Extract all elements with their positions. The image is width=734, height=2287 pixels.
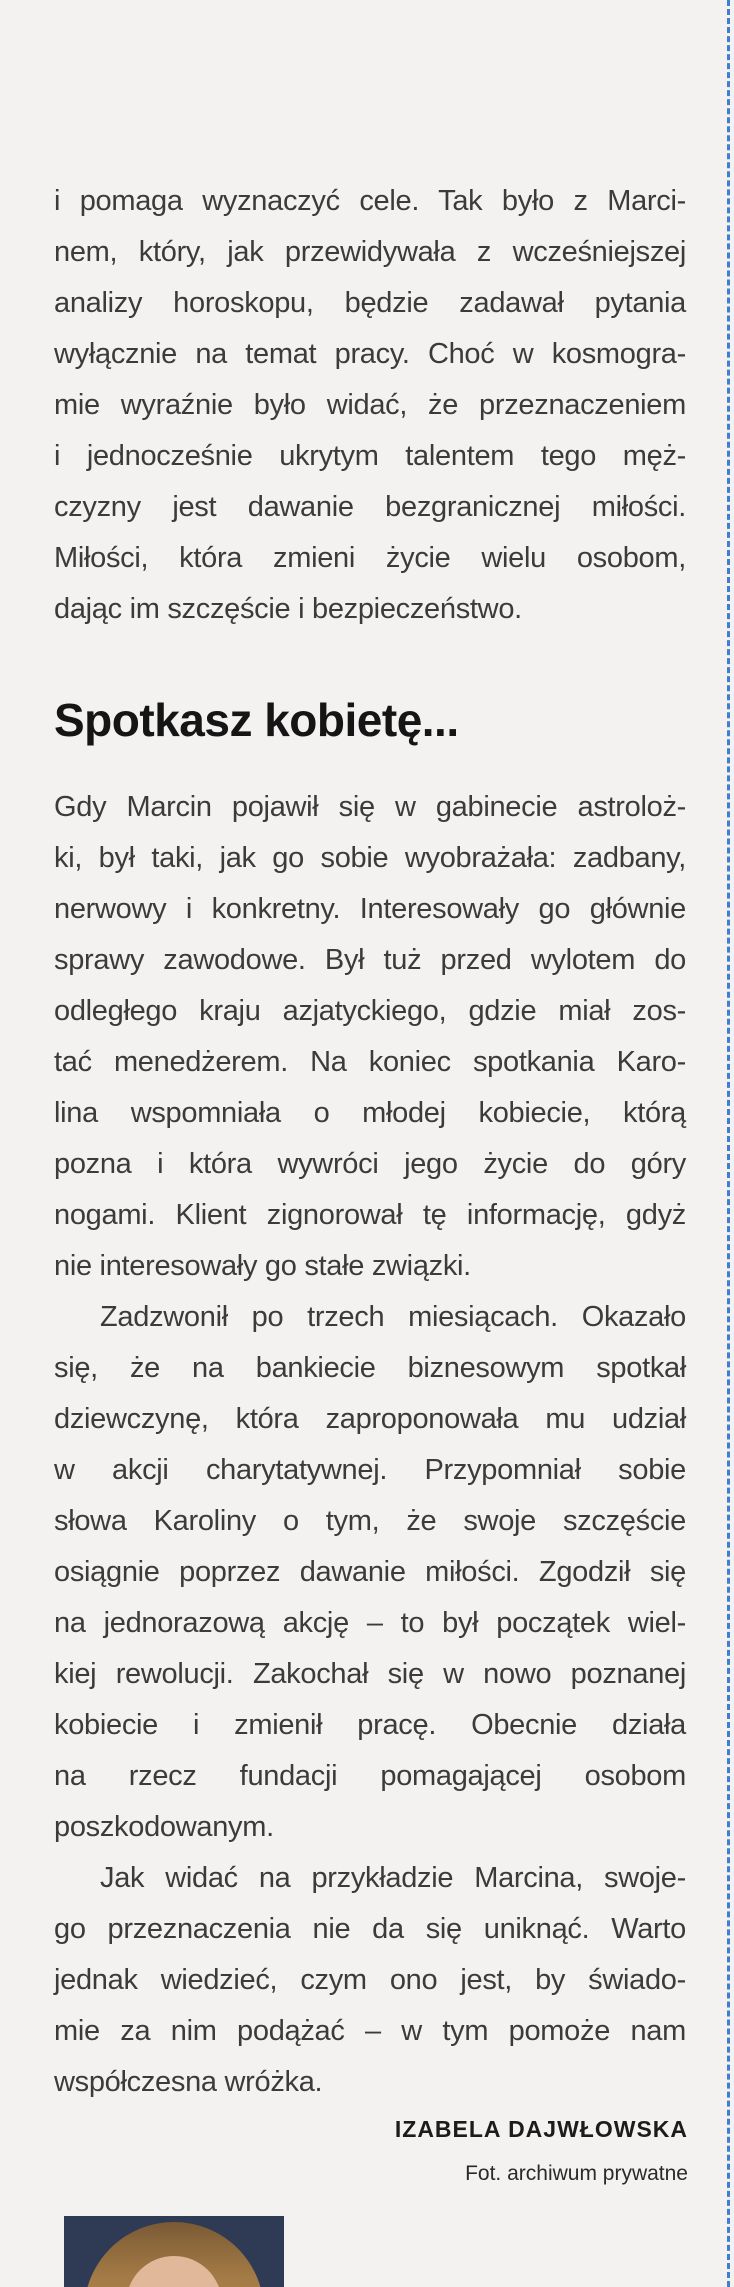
intro-line: mie wyraźnie było widać, że przeznaczeniem <box>54 389 686 421</box>
intro-line: dając im szczęście i bezpieczeństwo. <box>54 593 522 625</box>
paragraph-line: go przeznaczenia nie da się uniknąć. Warto <box>54 1913 686 1945</box>
paragraph-line: współczesna wróżka. <box>54 2066 323 2098</box>
paragraph-line: się, że na bankiecie biznesowym spotkał <box>54 1352 686 1384</box>
paragraph-line: nogami. Klient zignorował tę informację, gdyż <box>54 1199 686 1231</box>
paragraph-line: na rzecz fundacji pomagającej osobom <box>54 1760 686 1792</box>
intro-line: analizy horoskopu, będzie zadawał pytania <box>54 287 686 319</box>
paragraph-line: dziewczynę, która zaproponowała mu udział <box>54 1403 686 1435</box>
author-portrait-photo <box>64 2216 284 2287</box>
paragraph-line: odległego kraju azjatyckiego, gdzie miał zos- <box>54 995 686 1027</box>
paragraph-line: Gdy Marcin pojawił się w gabinecie astroloż- <box>54 791 686 823</box>
paragraph-line: słowa Karoliny o tym, że swoje szczęście <box>54 1505 686 1537</box>
intro-line: nem, który, jak przewidywała z wcześniejszej <box>54 236 686 268</box>
paragraph-line: poszkodowanym. <box>54 1811 274 1843</box>
paragraph-line: kobiecie i zmienił pracę. Obecnie działa <box>54 1709 686 1741</box>
paragraph-line: tać menedżerem. Na koniec spotkania Karo- <box>54 1046 686 1078</box>
paragraph-line: Zadzwonił po trzech miesiącach. Okazało <box>100 1301 686 1333</box>
paragraph-line: lina wspomniała o młodej kobiecie, którą <box>54 1097 686 1129</box>
intro-line: wyłącznie na temat pracy. Choć w kosmogra- <box>54 338 686 370</box>
intro-line: i jednocześnie ukrytym talentem tego męż- <box>54 440 686 472</box>
intro-line: Miłości, która zmieni życie wielu osobom, <box>54 542 686 574</box>
paragraph-line: nie interesowały go stałe związki. <box>54 1250 471 1282</box>
paragraph-line: w akcji charytatywnej. Przypomniał sobie <box>54 1454 686 1486</box>
paragraph-line: osiągnie poprzez dawanie miłości. Zgodził się <box>54 1556 686 1588</box>
section-heading: Spotkasz kobietę... <box>54 694 459 746</box>
dashed-margin-rule <box>727 0 730 2287</box>
paragraph-line: pozna i która wywróci jego życie do góry <box>54 1148 686 1180</box>
photo-credit: Fot. archiwum prywatne <box>465 2162 688 2185</box>
author-byline: IZABELA DAJWŁOWSKA <box>394 2116 688 2142</box>
intro-line: i pomaga wyznaczyć cele. Tak było z Marci- <box>54 185 686 217</box>
paragraph-line: mie za nim podążać – w tym pomoże nam <box>54 2015 686 2047</box>
paragraph-line: Jak widać na przykładzie Marcina, swoje- <box>100 1862 686 1894</box>
paragraph-line: sprawy zawodowe. Był tuż przed wylotem do <box>54 944 686 976</box>
paragraph-line: ki, był taki, jak go sobie wyobrażała: zadbany, <box>54 842 686 874</box>
paragraph-line: jednak wiedzieć, czym ono jest, by świado- <box>54 1964 686 1996</box>
intro-line: czyzny jest dawanie bezgranicznej miłości. <box>54 491 686 523</box>
paragraph-line: nerwowy i konkretny. Interesowały go głównie <box>54 893 686 925</box>
paragraph-line: kiej rewolucji. Zakochał się w nowo poznanej <box>54 1658 686 1690</box>
paragraph-line: na jednorazową akcję – to był początek wiel- <box>54 1607 686 1639</box>
